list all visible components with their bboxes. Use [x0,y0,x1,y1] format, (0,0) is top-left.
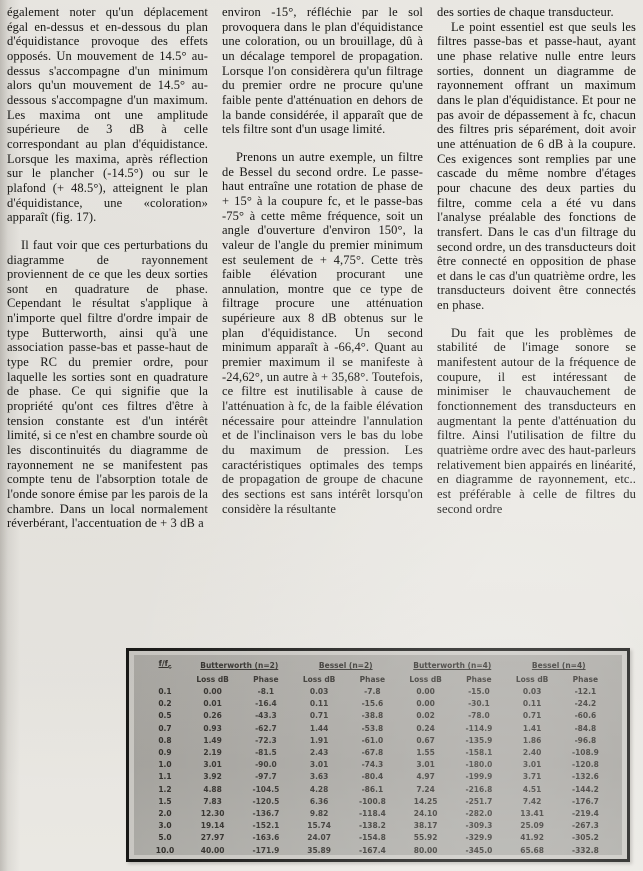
table-cell: 1.55 [416,748,435,758]
table-cell: -171.9 [252,845,280,855]
table-cell: -80.4 [361,772,384,782]
filter-response-table [144,657,612,857]
table-cell: -62.7 [255,723,277,733]
table-cell: 41.92 [520,833,544,843]
table-cell: -90.0 [255,760,277,770]
table-cell: 19.14 [200,821,225,831]
article-column-1 [7,5,208,531]
table-cell: -100.8 [358,796,386,806]
table-cell: 0.00 [416,699,435,709]
table-cell: 0.7 [158,723,172,733]
table-cell: -120.5 [252,796,280,806]
table-cell: 80.00 [413,845,438,855]
table-cell: 7.24 [416,784,435,794]
table-cell: 3.0 [158,821,172,831]
table-cell: -251.7 [465,796,493,806]
table-cell: 1.91 [309,735,329,745]
table-cell: 0.00 [203,687,222,696]
table-subheader-loss: Loss dB [409,674,442,684]
table-cell: 0.71 [522,711,542,721]
table-row [144,808,612,820]
table-row [144,747,612,759]
table-cell: -16.4 [255,699,277,709]
table-cell: 0.01 [203,699,222,709]
table-cell: 0.26 [203,711,222,721]
table-cell: 5.0 [158,833,172,843]
table-cell: 3.63 [309,772,329,782]
table-cell: -345.0 [465,845,493,855]
table-cell: 65.68 [520,845,544,855]
table-cell: -96.8 [574,735,597,745]
table-row [144,832,612,844]
table-cell: 0.24 [416,723,435,733]
table-cell: 0.5 [158,711,172,721]
table-row [144,796,612,808]
table-cell: 4.28 [309,784,329,794]
table-cell: 13.41 [520,809,544,819]
table-cell: 40.00 [200,845,225,855]
table-subheader-blank [144,674,186,687]
table-cell: 10.0 [155,845,175,855]
table-cell: -154.8 [358,833,386,843]
table-cell: 9.82 [309,809,329,819]
table-cell: 3.71 [522,772,542,782]
table-subheader-phase: Phase [572,674,599,684]
table-cell: 0.71 [309,711,329,721]
table-header-f-over-fc: $f/f_c$ [158,659,172,671]
table-cell: -216.8 [465,784,493,794]
table-cell: 0.9 [158,748,172,758]
table-group-header-row [144,657,612,674]
table-cell: -138.2 [358,821,386,831]
table-subheader-phase: Phase [253,674,279,684]
paragraph: Il faut voir que ces perturbations du diagramme de rayonnement proviennent de ce que les deux sorties sont en quadrature de phase. Cependant le résultat s'applique à n'importe quel filtre d'ordre impair de type Butterworth, ainsi qu'à une association passe-bas et passe-haut de type RC du premier ordre, pour laquelle les sorties sont en quadrature de phase. Ce qui signifie que la propriété qu'ont ces filtres d'être à tension constante est d'un intérêt limité, si ce n'est en chambre sourde où les discontinuités du diagramme de rayonnement ne se manifestent pas compte tenu de l'absorption totale de l'onde sonore émise par les parois de la chambre. Dans un local normalement réverbérant, l'accentuation de + 3 dB a [7,237,208,531]
table-cell: 25.09 [520,821,544,831]
table-subheader-loss: Loss dB [196,674,229,684]
table-cell: 3.01 [203,760,222,770]
table-row [144,723,612,735]
table-cell: 1.44 [309,723,329,733]
table-subheader-row [144,674,612,687]
table-cell: -135.9 [465,735,493,745]
table-cell: -15.6 [361,699,384,709]
table-cell: -132.6 [571,772,599,782]
table-cell: 1.49 [203,735,222,745]
table-cell: -97.7 [255,772,277,782]
table-cell: 14.25 [413,796,438,806]
paragraph: Prenons un autre exemple, un filtre de Bessel du second ordre. Le passe-haut entraîne une rotation de phase de + 15° à la coupure fc, et le passe-bas -75° à cette même fréquence, soit un angle d'ouverture d'environ 150°, la valeur de l'angle du premier minimum est seulement de + 4,75°. Cette très faible élévation procurant une annulation, montre que ce type de filtrage procure une atténuation supérieure aux 8 dB obtenus sur le plan d'équidistance. Un second minimum apparaît à -66,4°. Quant au premier maximum il se manifeste à -24,62°, un autre à + 35,68°. Toutefois, ce filtre est inutilisable à cause de l'atténuation à fc, de la faible élévation nécessaire pour atteindre l'annulation et de l'inclinaison vers le bas du lobe du maximum de pression. Les caractéristiques optimales des temps de propagation de groupe de chacune des sections est sans intérêt lorsqu'on considère la résultante [222,149,423,516]
table-cell: -61.0 [361,735,384,745]
paragraph: environ -15°, réfléchie par le sol provoquera dans le plan d'équidistance une coloration, ou un brouillage, dû à un décalage temporel de propagation. Lorsque l'on considèrera qu'un filtrage du premier ordre ne procure qu'une faible pente d'atténuation en dehors de la bande considérée, il apparaît que de tels filtre sont d'un usage limité. [222,5,423,137]
table-cell: 0.00 [416,687,435,696]
paragraph: des sorties de chaque transducteur. [437,5,614,19]
table-cell: -120.8 [571,760,599,770]
table-subheader-phase: Phase [466,674,492,684]
table-body [144,686,612,857]
table-cell: -136.7 [252,809,280,819]
table-cell: -67.8 [361,748,384,758]
table-cell: 0.2 [158,699,172,709]
table-cell: -81.5 [255,748,277,758]
table-cell: 2.19 [203,748,222,758]
table-group-header-butterworth-n4: Butterworth (n=4) [413,660,492,670]
table-cell: 2.43 [309,748,329,758]
table-cell: 24.07 [307,833,331,843]
table-cell: 7.42 [522,796,542,806]
article-column-3 [437,5,636,516]
paragraph: Le point essentiel est que seuls les filtres passe-bas et passe-haut, ayant une phase relative nulle entre leurs sorties, donnent un diagramme de rayonnement offrant un maximum dans le plan d'équidistance. Et pour ne pas avoir de dépassement à fc, chacun des filtres pris séparément, doit avoir une atténuation de 6 dB à la coupure. Ces exigences sont remplies par une cascade du même nombre d'étages pour chacune des deux parties du filtre, comme cela a été vu dans l'analyse préalable des fonctions de transfert. Dans le cas d'un filtrage du second ordre, un des transducteurs doit être connecté en opposition de phase et dans le cas d'un quatrième ordre, les transducteurs doivent être connectés en phase. [437,19,636,313]
table-cell: -282.0 [465,809,493,819]
table-cell: -43.3 [255,711,277,721]
paragraph: Du fait que les problèmes de stabilité de l'image sonore se manifestent autour de la fréquence de coupure, il est intéressant de minimiser le chauvauchement de fonctionnement des transducteurs en augmentant la pente d'atténuation du filtre. Ainsi l'utilisation de filtre du quatrième ordre avec des haut-parleurs relativement bien appairés en linéarité, en diagramme de rayonnement, etc.. est préférable à celle de filtres du second ordre [437,325,636,516]
table-cell: 2.40 [522,748,542,758]
table-row [144,845,612,857]
table-row [144,710,612,722]
table-cell: 24.10 [413,809,438,819]
table-cell: -74.3 [361,760,384,770]
article-column-2 [222,5,423,516]
table-cell: -144.2 [571,784,599,794]
table-cell: -53.8 [361,723,384,733]
table-cell: 7.83 [203,796,222,806]
table-cell: -305.2 [571,833,599,843]
table-cell: 2.0 [158,809,172,819]
table-cell: -30.1 [468,699,490,709]
table-cell: 1.0 [158,760,172,770]
table-cell: -24.2 [574,699,597,709]
table-cell: 0.93 [203,723,222,733]
table-cell: 0.67 [416,735,435,745]
table-cell: 27.97 [200,833,225,843]
table-cell: -86.1 [361,784,384,794]
table-subheader-loss: Loss dB [515,674,549,684]
table-cell: 55.92 [413,833,438,843]
table-cell: 1.86 [522,735,542,745]
table-cell: 3.01 [522,760,542,770]
table-subheader-loss: Loss dB [302,674,336,684]
table-cell: -329.9 [465,833,493,843]
paragraph: également noter qu'un déplacement égal en-dessus et en-dessous du plan d'équidistance provoque des effets opposés. Un mouvement de 14.5° au-dessus s'accompagne d'un minimum alors qu'un mouvement de 14.5° au-dessous s'accompagne d'un maximum. Les maxima ont une amplitude supérieure de 3 dB à celle correspondant au plan d'équidistance. Lorsque les maxima, après réflection sur le plancher (-14.5°) ou sur le plafond (+ 48.5°), atteignent le plan d'équidistance, une «coloration» apparaît (fig. 17). [7,5,208,225]
table-cell: 0.03 [309,687,329,696]
table-row [144,735,612,747]
table-cell: -84.8 [574,723,597,733]
table-row [144,698,612,710]
table-cell: -104.5 [252,784,280,794]
table-row [144,784,612,796]
table-cell: 1.1 [158,772,172,782]
table-cell: -163.6 [252,833,280,843]
table-cell: -72.3 [255,735,277,745]
table-cell: -12.1 [574,687,597,696]
table-row [144,686,612,698]
table-cell: 0.03 [522,687,542,696]
table-row [144,820,612,832]
table-cell: 6.36 [309,796,329,806]
table-cell: -15.0 [468,687,490,696]
table-cell: -7.8 [364,687,381,696]
table-cell: -167.4 [358,845,386,855]
table-cell: 1.5 [158,796,172,806]
table-cell: -180.0 [465,760,493,770]
table-cell: -118.4 [358,809,386,819]
filter-response-table-panel [134,655,622,855]
table-cell: 0.8 [158,735,172,745]
table-cell: -60.6 [574,711,597,721]
table-cell: -158.1 [465,748,493,758]
table-row [144,759,612,771]
table-cell: -8.1 [257,687,275,696]
table-cell: 4.88 [203,784,222,794]
table-cell: -219.4 [571,809,599,819]
table-cell: -309.3 [465,821,493,831]
table-group-header-bessel-n4: Bessel (n=4) [531,660,586,670]
filter-response-table-frame [126,648,630,862]
table-cell: -38.8 [361,711,384,721]
table-cell: 15.74 [307,821,331,831]
table-cell: -332.8 [571,845,599,855]
table-cell: -176.7 [571,796,599,806]
table-cell: 3.92 [203,772,222,782]
table-cell: 1.2 [158,784,172,794]
table-cell: 0.11 [522,699,542,709]
table-cell: 4.97 [416,772,435,782]
table-cell: 0.02 [416,711,435,721]
table-cell: -199.9 [465,772,493,782]
table-subheader-phase: Phase [359,674,386,684]
table-group-header-bessel-n2: Bessel (n=2) [318,660,373,670]
table-cell: -108.9 [571,748,599,758]
table-cell: 0.11 [309,699,329,709]
table-cell: -114.9 [465,723,493,733]
table-cell: -152.1 [252,821,280,831]
table-cell: 38.17 [413,821,438,831]
table-cell: 1.41 [522,723,542,733]
table-cell: 35.89 [307,845,331,855]
table-cell: -78.0 [468,711,490,721]
table-cell: 3.01 [416,760,435,770]
table-header [144,657,612,686]
table-cell: 12.30 [200,809,225,819]
table-cell: 4.51 [522,784,542,794]
table-cell: 0.1 [158,687,172,696]
table-group-header-butterworth-n2: Butterworth (n=2) [200,660,279,670]
table-cell: -267.3 [571,821,599,831]
table-cell: 3.01 [309,760,329,770]
table-row [144,771,612,783]
